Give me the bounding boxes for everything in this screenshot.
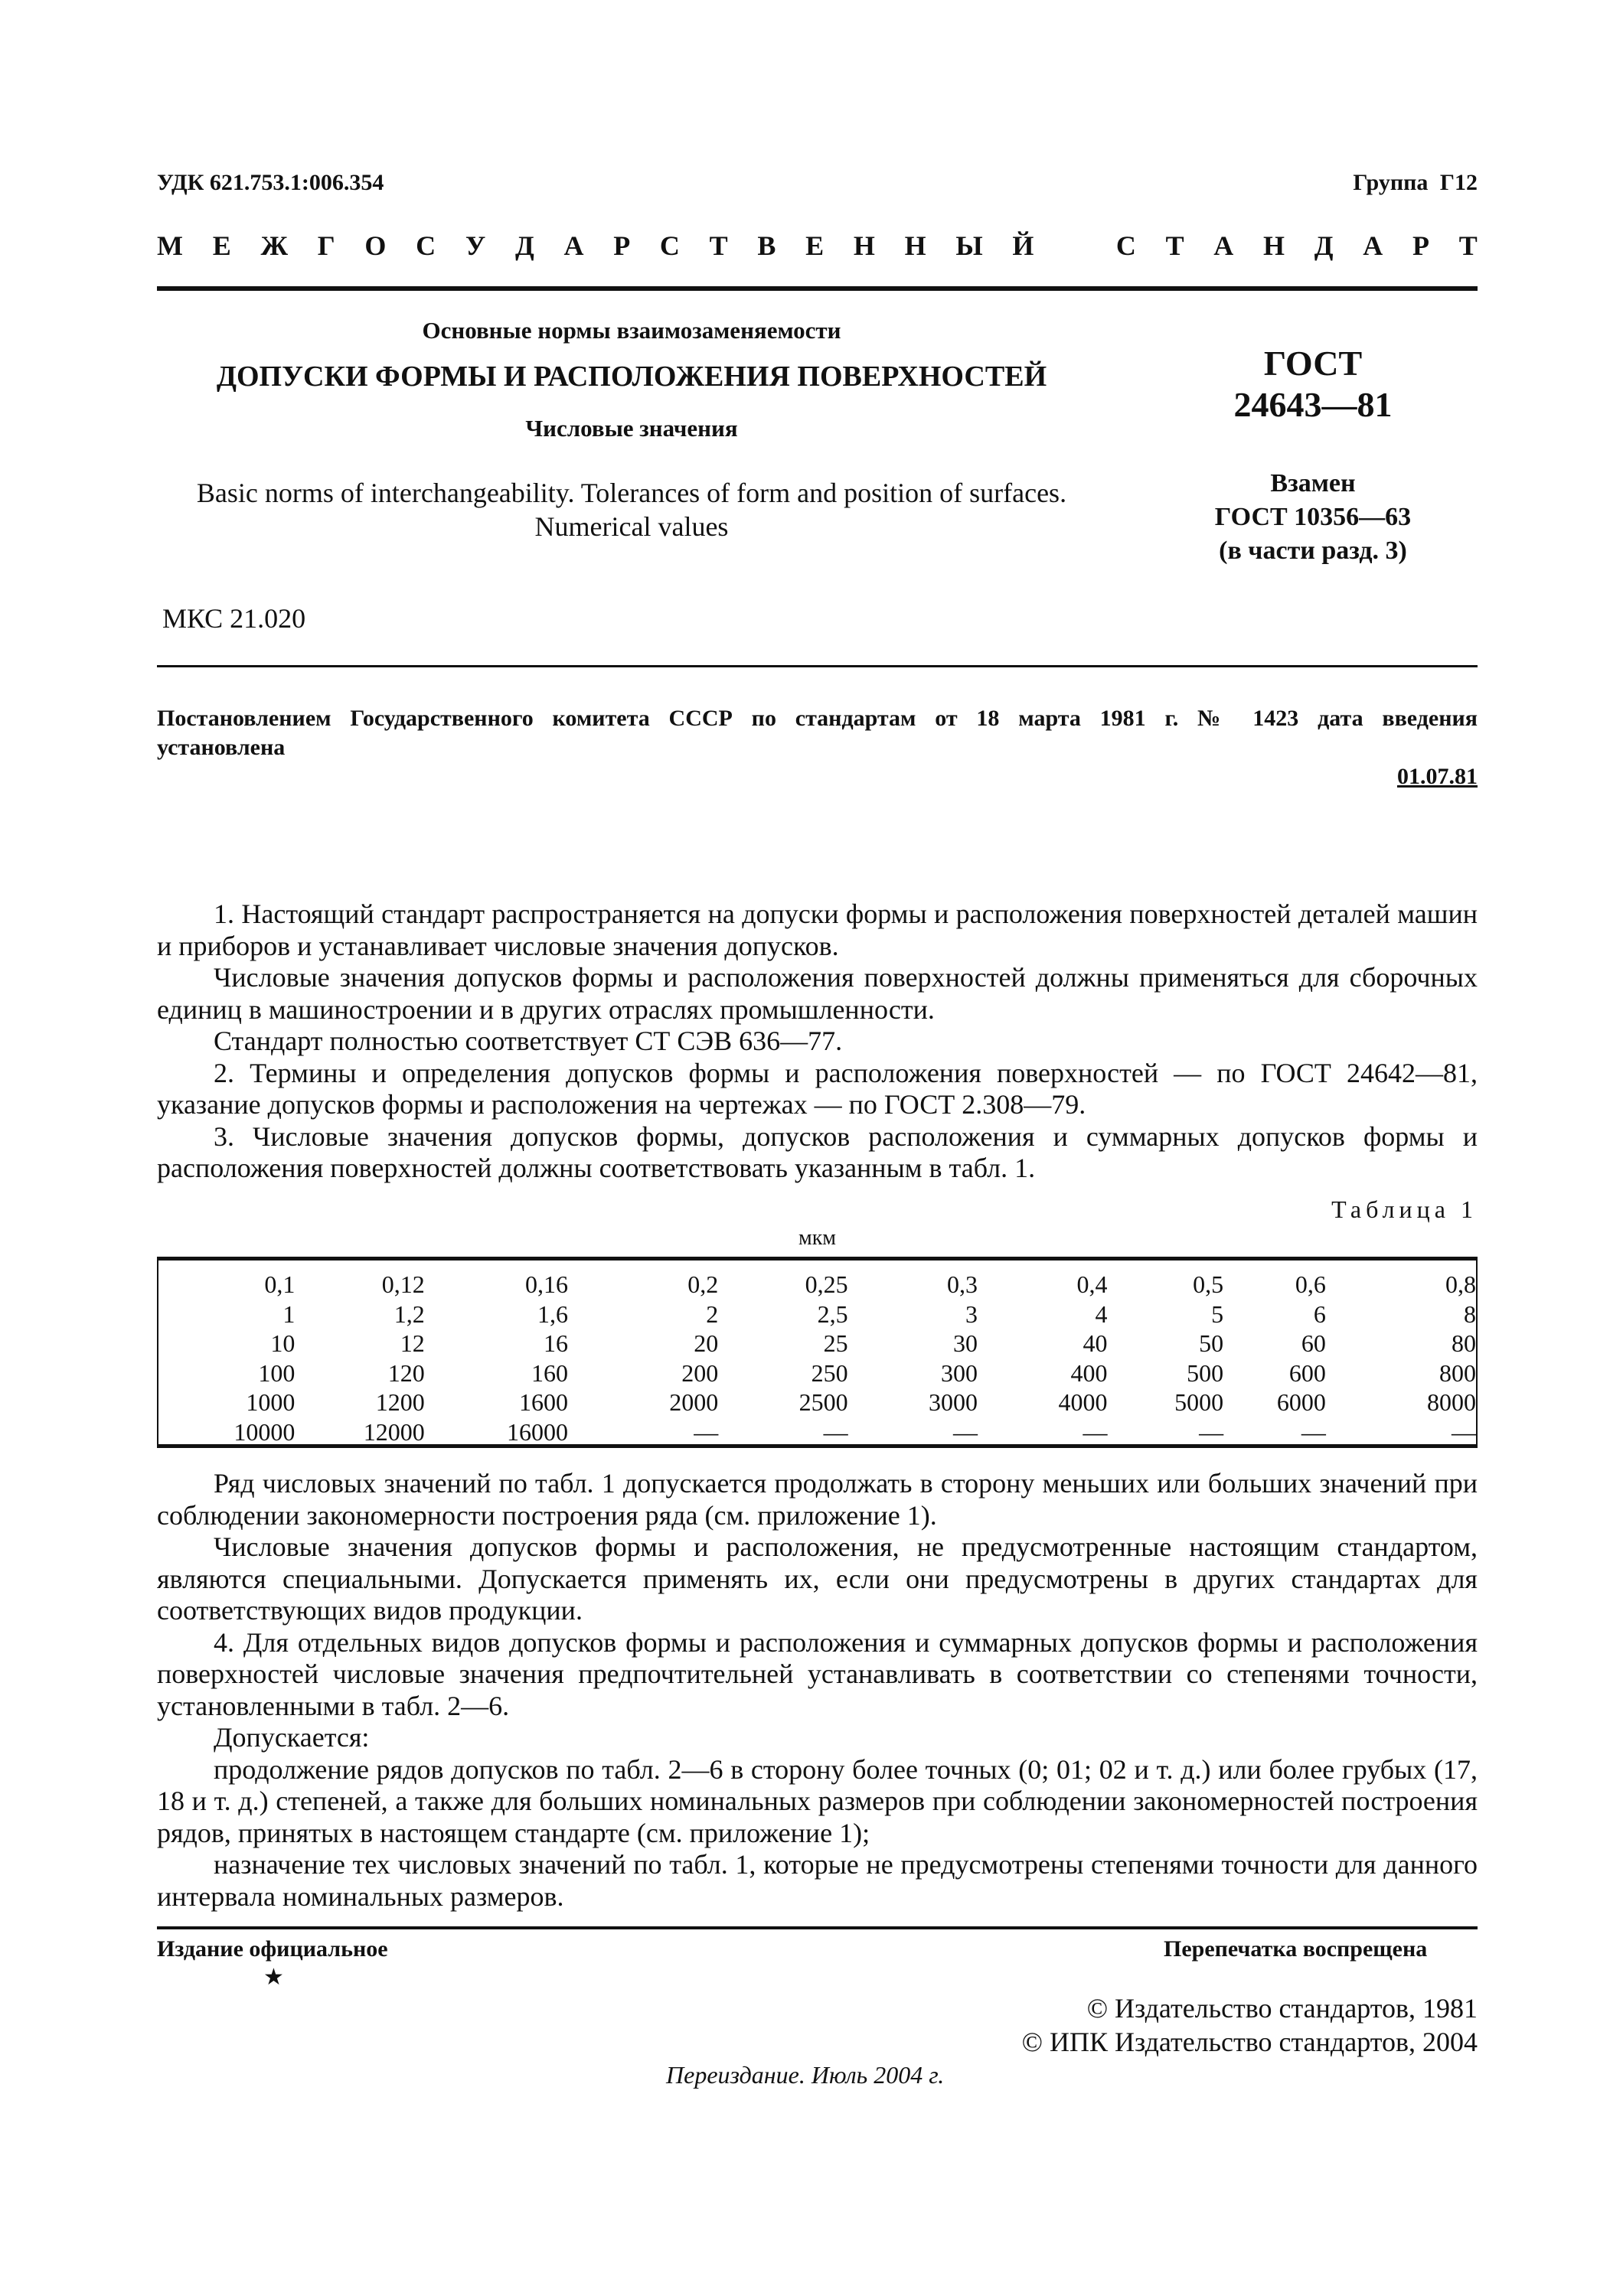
replaces-part: (в части разд. 3) [1219,536,1407,565]
table-cell: 6000 [1276,1388,1326,1417]
table-cell: 0,6 [1295,1270,1326,1299]
table-cell: — [823,1417,848,1446]
heading-letter: С [1115,230,1136,261]
star-icon: ★ [263,1965,284,1990]
table-cell: 80 [1452,1329,1476,1358]
footer-rule [157,1926,1478,1929]
paragraph: 4. Для отдельных видов допусков формы и расположения и суммарных допусков формы и расположения поверхностей числовые значения предпочтительней устанавливать в соответствии со степенями точности, установленными в табл. 2—6. [157,1626,1478,1721]
heading-letter: Й [1012,230,1034,261]
table-cell: 3000 [929,1388,978,1417]
table-cell: 300 [941,1358,978,1387]
mks-code: МКС 21.020 [162,603,306,634]
heading-letter: Р [1412,230,1429,261]
table-cell: 8000 [1427,1388,1476,1417]
table-row [158,1388,1476,1417]
official-edition: Издание официальное [157,1936,388,1962]
reissue-note: Переиздание. Июль 2004 г. [666,2061,945,2089]
table-row [158,1358,1476,1388]
paragraph: Стандарт полностью соответствует СТ СЭВ 636—77. [214,1026,843,1056]
table-cell: 0,8 [1445,1270,1476,1299]
paragraph: Ряд числовых значений по табл. 1 допускается продолжать в сторону меньших или больших значений при соблюдении закономерности построения ряда (см. приложение 1). [157,1468,1478,1531]
heading-letter: Т [1165,230,1184,261]
interstate-standard-heading [157,230,1478,262]
title-main: ДОПУСКИ ФОРМЫ И РАСПОЛОЖЕНИЯ ПОВЕРХНОСТЕЙ [216,360,1047,393]
heading-letter: А [1213,230,1234,261]
table-cell: — [694,1417,719,1446]
heading-letter: Т [709,230,728,261]
table-cell: 25 [823,1329,848,1358]
table-cell: 0,12 [381,1270,425,1299]
heading-letter: В [757,230,776,261]
table-cell: 0,16 [525,1270,569,1299]
english-line-2: Numerical values [534,511,729,542]
heading-letter: Ы [955,230,983,261]
table-cell: 160 [531,1358,569,1387]
table-cell: 0,25 [805,1270,848,1299]
table-cell: 1,6 [537,1300,569,1328]
replaces-block [1148,467,1478,568]
table-cell: — [1301,1417,1326,1446]
heading-letter: Т [1458,230,1478,261]
title-rule [157,665,1478,667]
udk-code: УДК 621.753.1:006.354 [157,170,384,195]
table-cell: 5000 [1174,1388,1224,1417]
table-cell: 400 [1070,1358,1108,1387]
table-cell: 0,3 [947,1270,978,1299]
table-cell: 1,2 [394,1300,425,1328]
table-cell: 12 [400,1329,425,1358]
table-cell: 6 [1313,1300,1326,1328]
table-cell: 4 [1095,1300,1108,1328]
heading-letter: Н [1263,230,1285,261]
copyright-2004: © ИПК Издательство стандартов, 2004 [1021,2027,1478,2057]
heading-letter: Н [904,230,926,261]
table-cell: 1 [282,1300,296,1328]
heading-letter: Д [1314,230,1334,261]
paragraph: Числовые значения допусков формы и расположения поверхностей должны применяться для сборочных единиц в машиностроении и в других отраслях промышленности. [157,962,1478,1025]
table-cell: — [953,1417,978,1446]
effective-date: 01.07.81 [1397,764,1478,789]
table-cell: 120 [387,1358,425,1387]
title-series: Основные нормы взаимозаменяемости [422,317,841,344]
replaces-label: Взамен [1270,469,1356,497]
paragraph: назначение тех числовых значений по табл. 1, которые не предусмотрены степенями точности для данного интервала номинальных размеров. [157,1849,1478,1912]
table-cell: 2 [706,1300,719,1328]
decree [157,704,1478,791]
table-label: Таблица 1 [1331,1195,1478,1223]
table-row [158,1300,1476,1329]
heading-letter: У [465,230,486,261]
table-cell: 1200 [375,1388,425,1417]
heading-letter: Г [317,230,335,261]
table-cell: 0,4 [1076,1270,1108,1299]
paragraph: 3. Числовые значения допусков формы, допусков расположения и суммарных допусков формы и расположения поверхностей должны соответствовать указанным в табл. 1. [157,1120,1478,1183]
reprint-prohibited: Перепечатка воспрещена [1164,1936,1428,1962]
heading-letter: Р [613,230,631,261]
table-cell: 0,1 [264,1270,296,1299]
table-cell: 3 [965,1300,978,1328]
table-row [158,1329,1476,1358]
body-section-2 [157,1468,1478,1913]
table-cell: 20 [694,1329,719,1358]
heading-letter: С [659,230,680,261]
heading-letter: О [364,230,387,261]
table-cell: 100 [258,1358,296,1387]
replaces-gost: ГОСТ 10356—63 [1214,503,1412,531]
decree-line-2: установлена [157,735,286,760]
heading-letter: С [416,230,436,261]
table-cell: 50 [1199,1329,1224,1358]
table-cell: 16000 [507,1417,569,1446]
heading-letter: Д [514,230,534,261]
table-cell: 30 [953,1329,978,1358]
copyright [1022,1991,1478,2059]
table-cell: 2000 [669,1388,719,1417]
table-cell: 16 [544,1329,569,1358]
body-section-1 [157,899,1478,1185]
decree-line-1: Постановлением Государственного комитета СССР по стандартам от 18 марта 1981 г. № 1423 дата введения [157,706,1478,731]
tolerance-table [157,1257,1478,1448]
table-cell: 12000 [363,1417,425,1446]
table-cell: 8 [1464,1300,1476,1328]
table-cell: 200 [681,1358,719,1387]
table-cell: — [1199,1417,1224,1446]
paragraph: 2. Термины и определения допусков формы и расположения поверхностей — по ГОСТ 24642—81, указание допусков формы и расположения на чертежах — по ГОСТ 2.308—79. [157,1057,1478,1120]
heading-letter: М [157,230,183,261]
heading-letter: Н [853,230,875,261]
table-cell: 5 [1211,1300,1224,1328]
title-sub: Числовые значения [525,415,738,442]
table-cell: 800 [1439,1358,1476,1387]
paragraph: Числовые значения допусков формы и расположения, не предусмотренные настоящим стандартом, являются специальными. Допускается применять их, если они предусмотрены в других стандартах для соответствующих видов продукции. [157,1531,1478,1626]
heading-letter: Е [805,230,825,261]
table-cell: 2500 [798,1388,848,1417]
heading-letter: А [1363,230,1383,261]
title-english [157,476,1106,543]
heading-letter: А [563,230,584,261]
table-row [158,1270,1476,1300]
table-unit: мкм [798,1226,837,1250]
paragraph: продолжение рядов допусков по табл. 2—6 в сторону более точных (0; 01; 02 и т. д.) или более грубых (17, 18 и т. д.) степеней, а также для больших номинальных размеров при соблюдении закономерностей построения рядов, принятых в настоящем стандарте (см. приложение 1); [157,1753,1478,1848]
table-cell: 500 [1187,1358,1224,1387]
table-cell: 10000 [233,1417,296,1446]
table-cell: 0,2 [687,1270,719,1299]
table-cell: 40 [1083,1329,1108,1358]
table-cell: 1600 [519,1388,569,1417]
table-cell: 2,5 [817,1300,848,1328]
table-cell: 4000 [1058,1388,1108,1417]
english-line-1: Basic norms of interchangeability. Tolerances of form and position of surfaces. [196,478,1067,508]
heading-letter: Ж [260,230,289,261]
copyright-1981: © Издательство стандартов, 1981 [1086,1993,1478,2024]
gost-code: 24643—81 [1233,385,1393,424]
table-cell: — [1083,1417,1108,1446]
group-code: Группа Г12 [1353,170,1478,195]
table-cell: 10 [270,1329,296,1358]
table-cell: — [1452,1417,1476,1446]
table-cell: 600 [1288,1358,1326,1387]
gost-number [1148,343,1478,426]
table-cell: 0,5 [1193,1270,1224,1299]
header-rule [157,286,1478,291]
table-cell: 60 [1301,1329,1326,1358]
paragraph: 1. Настоящий стандарт распространяется на допуски формы и расположения поверхностей деталей машин и приборов и устанавливает числовые значения допусков. [157,899,1478,961]
paragraph: Допускается: [214,1722,370,1753]
gost-label: ГОСТ [1263,344,1363,383]
heading-letter: Е [212,230,231,261]
table-cell: 250 [811,1358,848,1387]
table-cell: 1000 [246,1388,296,1417]
heading-letter [1063,230,1086,262]
table-row [158,1417,1476,1447]
